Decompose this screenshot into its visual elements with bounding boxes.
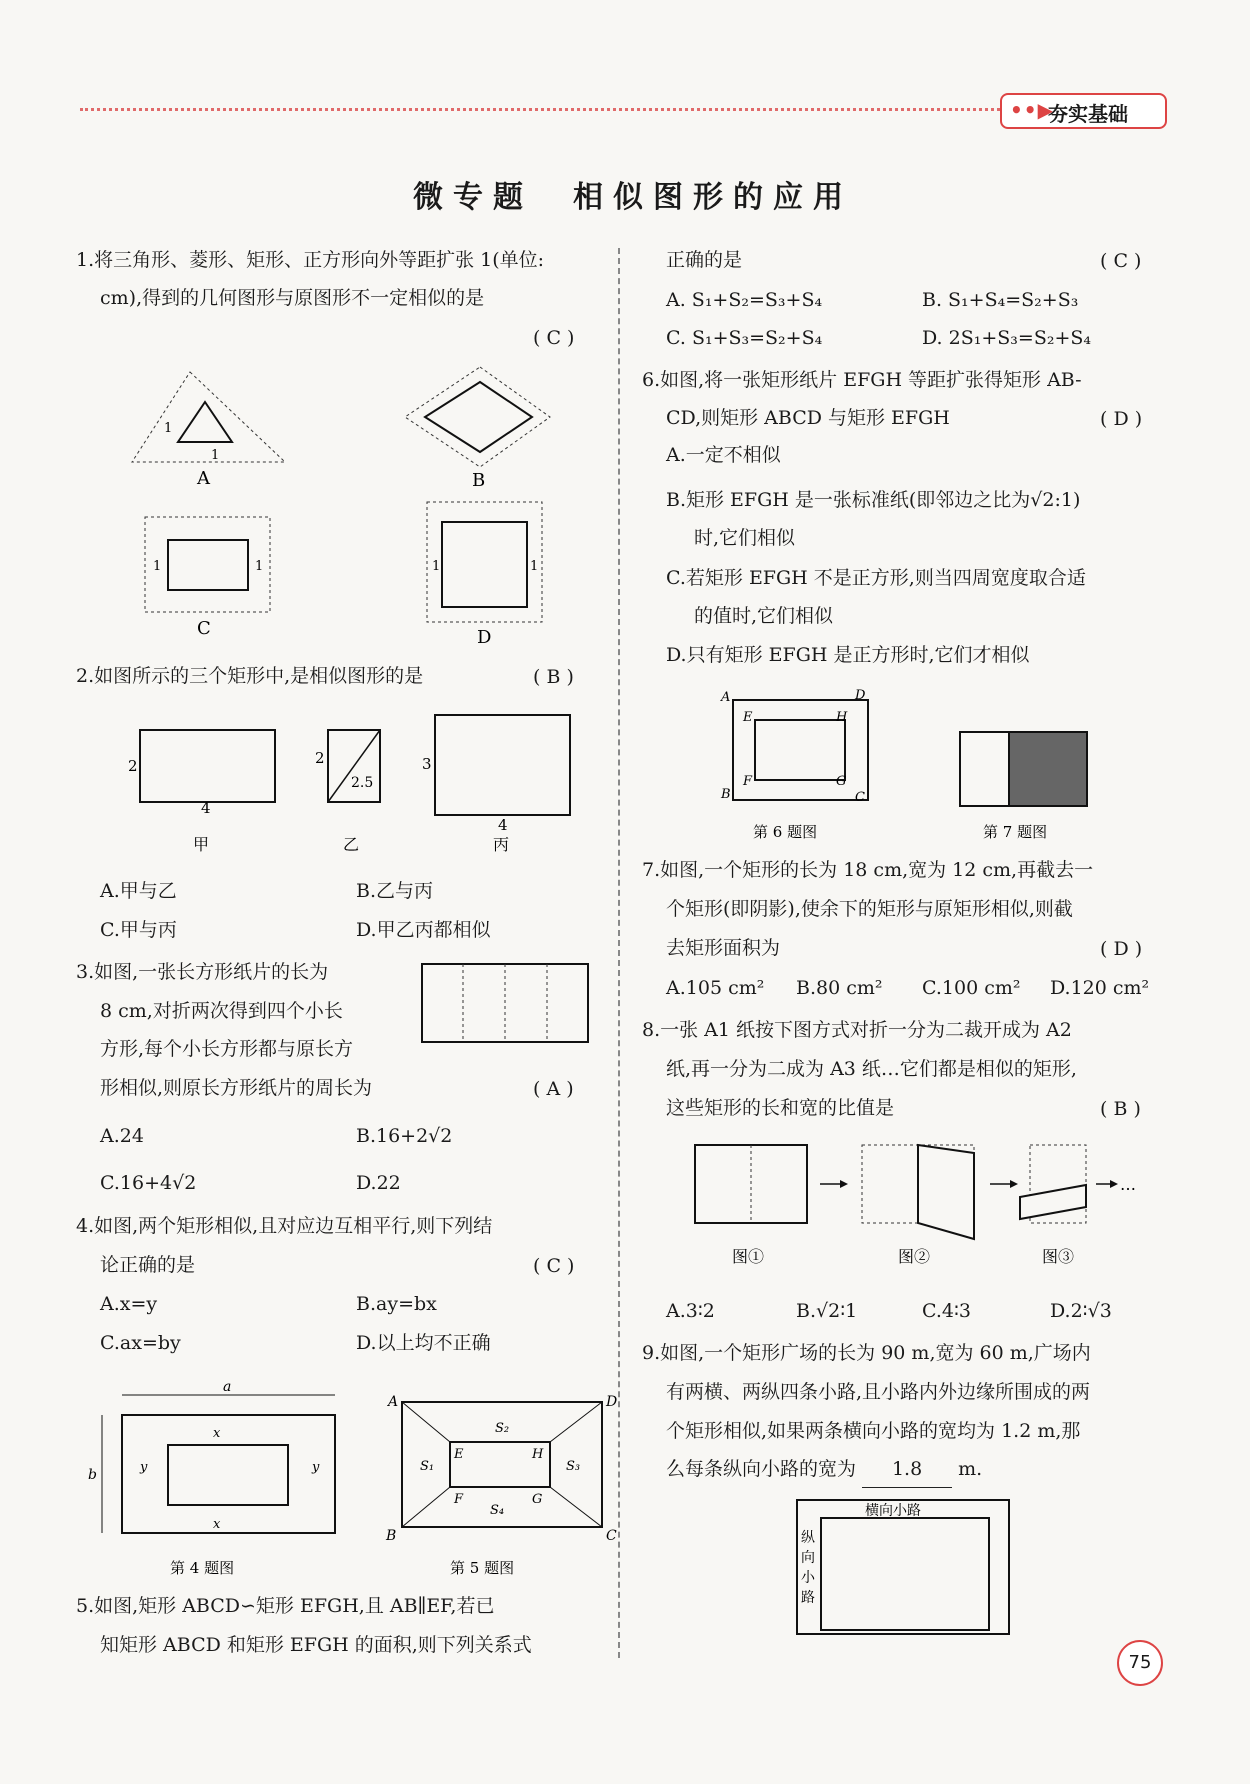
- q2-yi-h: 2: [315, 749, 325, 767]
- q5-pt-b: B: [386, 1528, 397, 1544]
- q8-arrow2-head: [1010, 1180, 1018, 1188]
- q6-opt-b2: 时,它们相似: [694, 527, 796, 549]
- q1-a-triangle: [178, 402, 232, 442]
- q9-vertical-1: 纵: [801, 1530, 815, 1546]
- q5-line3: 正确的是: [666, 249, 743, 271]
- header-dotted-rule: [80, 108, 1000, 111]
- q1-label-a: A: [197, 468, 210, 489]
- q6-line2: CD,则矩形 ABCD 与矩形 EFGH: [666, 407, 950, 429]
- q6-pt-c: C: [855, 790, 865, 805]
- q9-line4: [666, 1451, 982, 1488]
- q4-x-top: x: [213, 1426, 221, 1441]
- q2-name-jia: 甲: [193, 835, 210, 854]
- q3-line3: 方形,每个小长方形都与原长方: [100, 1038, 354, 1060]
- q1-d-one: 1: [432, 559, 441, 574]
- q7-opt-c: C.100 cm²: [922, 977, 1021, 999]
- q5-caption: 第 5 题图: [450, 1559, 515, 1577]
- arrow-icon: ••▶: [1010, 98, 1054, 122]
- q4-y-left: y: [140, 1460, 148, 1475]
- q9-figure: [795, 1498, 1015, 1638]
- q1-c-one2: 1: [255, 559, 264, 574]
- q5-line-dh: [550, 1402, 602, 1442]
- q3-line4: 形相似,则原长方形纸片的周长为: [100, 1077, 373, 1099]
- q9-outer-rect: [797, 1500, 1009, 1634]
- q5-line-bf: [402, 1487, 450, 1527]
- q5-pt-g: G: [532, 1492, 543, 1507]
- q1-c-outer: [145, 517, 270, 612]
- q2-opt-b: B.乙与丙: [356, 880, 434, 902]
- q5-pt-a: A: [388, 1394, 399, 1410]
- q9-line4-prefix: 么每条纵向小路的宽为: [666, 1458, 857, 1480]
- q5-opt-b: B. S₁+S₄=S₂+S₃: [922, 289, 1079, 311]
- q9-vertical-4: 路: [801, 1590, 815, 1606]
- q5-opt-c: C. S₁+S₃=S₂+S₄: [666, 327, 823, 349]
- q4-opt-d: D.以上均不正确: [356, 1332, 491, 1354]
- q8-arrow1-head: [840, 1180, 848, 1188]
- q4-x-bottom: x: [213, 1517, 221, 1532]
- q4-a-label: a: [223, 1379, 232, 1395]
- q1-answer: ( C ): [533, 327, 575, 349]
- q8-opt-a: A.3∶2: [666, 1300, 715, 1322]
- q6-opt-a: A.一定不相似: [666, 444, 781, 466]
- q3-answer: ( A ): [533, 1078, 574, 1100]
- q6-pt-b: B: [721, 787, 731, 802]
- q6-line1: 6.如图,将一张矩形纸片 EFGH 等距扩张得矩形 AB-: [642, 369, 1082, 391]
- q6-pt-e: E: [743, 710, 753, 725]
- q2-rect-bing: [435, 715, 570, 815]
- q4-line2: 论正确的是: [100, 1254, 196, 1276]
- q2-figure: [125, 705, 585, 855]
- q5-line1: 5.如图,矩形 ABCD∽矩形 EFGH,且 AB∥EF,若已: [76, 1595, 495, 1617]
- q7-shaded: [1009, 732, 1087, 806]
- q3-opt-c: C.16+4√2: [100, 1172, 197, 1194]
- q8-line2: 纸,再一分为二成为 A3 纸…它们都是相似的矩形,: [666, 1058, 1077, 1080]
- q2-bing-w: 4: [498, 816, 508, 834]
- q2-opt-c: C.甲与丙: [100, 919, 177, 941]
- q3-figure: [420, 960, 592, 1046]
- q5-s3: S₃: [566, 1459, 581, 1474]
- q4-inner-rect: [168, 1445, 288, 1505]
- q5-pt-d: D: [606, 1394, 618, 1410]
- q5-opt-a: A. S₁+S₂=S₃+S₄: [666, 289, 823, 311]
- q5-line-cg: [550, 1487, 602, 1527]
- q6-caption: 第 6 题图: [753, 823, 818, 841]
- q8-opt-d: D.2∶√3: [1050, 1300, 1112, 1322]
- q5-s2: S₂: [495, 1421, 510, 1436]
- q8-line1: 8.一张 A1 纸按下图方式对折一分为二裁开成为 A2: [642, 1019, 1072, 1041]
- q2-opt-d: D.甲乙丙都相似: [356, 919, 491, 941]
- section-badge: [1000, 93, 1167, 129]
- q6-pt-g: G: [836, 774, 847, 789]
- q2-name-bing: 丙: [493, 835, 510, 854]
- q5-pt-c: C: [606, 1528, 617, 1544]
- q4-line1: 4.如图,两个矩形相似,且对应边互相平行,则下列结: [76, 1215, 493, 1237]
- q4-opt-c: C.ax=by: [100, 1332, 181, 1354]
- q8-answer: ( B ): [1100, 1098, 1141, 1120]
- q1-label-c: C: [197, 618, 211, 639]
- q5-pt-f: F: [454, 1492, 464, 1507]
- q5-opt-d: D. 2S₁+S₃=S₂+S₄: [922, 327, 1092, 349]
- q3-opt-b: B.16+2√2: [356, 1125, 453, 1147]
- q5-answer: ( C ): [1100, 250, 1142, 272]
- q2-jia-h: 2: [128, 757, 138, 775]
- q1-d-one2: 1: [530, 559, 539, 574]
- q4-caption: 第 4 题图: [170, 1559, 235, 1577]
- q1-line1: 1.将三角形、菱形、矩形、正方形向外等距扩张 1(单位:: [76, 249, 545, 271]
- q3-line2: 8 cm,对折两次得到四个小长: [100, 1000, 343, 1022]
- q2-text: 2.如图所示的三个矩形中,是相似图形的是: [76, 665, 424, 687]
- q5-s4: S₄: [490, 1503, 505, 1518]
- q1-label-b: B: [472, 470, 486, 491]
- q2-yi-d: 2.5: [351, 775, 374, 791]
- q3-opt-a: A.24: [100, 1125, 144, 1147]
- q6-q7-figures: [715, 685, 1095, 845]
- q1-d-outer: [427, 502, 542, 622]
- q4-opt-a: A.x=y: [100, 1293, 158, 1315]
- q7-opt-b: B.80 cm²: [796, 977, 883, 999]
- q5-s1: S₁: [420, 1459, 435, 1474]
- q3-line1: 3.如图,一张长方形纸片的长为: [76, 961, 329, 983]
- q1-line2: cm),得到的几何图形与原图形不一定相似的是: [100, 287, 485, 309]
- q8-line3: 这些矩形的长和宽的比值是: [666, 1097, 895, 1119]
- page-number: 75: [1117, 1640, 1163, 1686]
- q8-ellipsis: …: [1120, 1175, 1136, 1194]
- q1-c-one: 1: [153, 559, 162, 574]
- q4-y-right: y: [312, 1460, 320, 1475]
- q6-opt-b1: B.矩形 EFGH 是一张标准纸(即邻边之比为√2:1): [666, 489, 1081, 511]
- q2-yi-diagonal: [328, 730, 380, 802]
- q1-a-outer: [132, 372, 285, 462]
- q4-outer-rect: [122, 1415, 335, 1533]
- q5-pt-h: H: [532, 1447, 544, 1462]
- q5-line2: 知矩形 ABCD 和矩形 EFGH 的面积,则下列关系式: [100, 1634, 532, 1656]
- q4-b-label: b: [88, 1467, 97, 1483]
- q7-opt-d: D.120 cm²: [1050, 977, 1150, 999]
- q3-opt-d: D.22: [356, 1172, 401, 1194]
- q2-jia-w: 4: [201, 799, 211, 817]
- q6-answer: ( D ): [1100, 408, 1143, 430]
- q7-line1: 7.如图,一个矩形的长为 18 cm,宽为 12 cm,再截去一: [642, 859, 1094, 881]
- q9-horizontal-path: 横向小路: [865, 1503, 921, 1519]
- q9-line4-suffix: m.: [958, 1458, 983, 1480]
- q6-pt-h: H: [836, 710, 848, 725]
- q5-pt-e: E: [454, 1447, 464, 1462]
- q8-arrow3-head: [1110, 1180, 1118, 1188]
- q9-vertical-2: 向: [801, 1550, 815, 1566]
- q9-line2: 有两横、两纵四条小路,且小路内外边缘所围成的两: [666, 1381, 1091, 1403]
- q1-label-d: D: [477, 627, 492, 648]
- q6-pt-f: F: [743, 774, 753, 789]
- q8-figure: [690, 1135, 1140, 1265]
- q8-opt-c: C.4∶3: [922, 1300, 972, 1322]
- q1-a-one: 1: [164, 421, 173, 436]
- q2-bing-h: 3: [422, 755, 432, 773]
- q7-answer: ( D ): [1100, 938, 1143, 960]
- q6-opt-c1: C.若矩形 EFGH 不是正方形,则当四周宽度取合适: [666, 567, 1086, 589]
- q6-pt-d: D: [855, 688, 866, 703]
- q2-name-yi: 乙: [343, 835, 360, 854]
- q1-c-rect: [168, 540, 248, 590]
- q6-opt-c2: 的值时,它们相似: [694, 605, 834, 627]
- q6-opt-d: D.只有矩形 EFGH 是正方形时,它们才相似: [666, 644, 1030, 666]
- q9-inner-rect: [821, 1518, 989, 1630]
- q8-opt-b: B.√2∶1: [796, 1300, 858, 1322]
- q1-d-square: [442, 522, 527, 607]
- q4-figure: [80, 1375, 350, 1585]
- q6-rect-efgh: [755, 720, 845, 780]
- q2-rect-jia: [140, 730, 275, 802]
- q5-line-ae: [402, 1402, 450, 1442]
- page-title: 微专题 相似图形的应用: [413, 180, 853, 215]
- q7-line2: 个矩形(即阴影),使余下的矩形与原矩形相似,则截: [666, 898, 1073, 920]
- q5-figure: [380, 1390, 620, 1585]
- q1-figures: [130, 362, 570, 652]
- q2-opt-a: A.甲与乙: [100, 880, 177, 902]
- q9-line3: 个矩形相似,如果两条横向小路的宽均为 1.2 m,那: [666, 1420, 1081, 1442]
- q7-line3: 去矩形面积为: [666, 937, 781, 959]
- q4-opt-b: B.ay=bx: [356, 1293, 437, 1315]
- q8-fig3-label: 图③: [1042, 1247, 1075, 1265]
- q6-rect-abcd: [733, 700, 868, 800]
- q8-fig1-label: 图①: [732, 1247, 765, 1265]
- q4-answer: ( C ): [533, 1255, 575, 1277]
- q8-fig2-flap: [918, 1145, 974, 1239]
- q2-answer: ( B ): [533, 666, 574, 688]
- q9-line1: 9.如图,一个矩形广场的长为 90 m,宽为 60 m,广场内: [642, 1342, 1091, 1364]
- q7-caption: 第 7 题图: [983, 823, 1048, 841]
- q9-vertical-3: 小: [801, 1570, 815, 1586]
- section-badge-label: 夯实基础: [1048, 102, 1128, 126]
- q6-pt-a: A: [721, 690, 731, 705]
- q9-answer-blank: 1.8: [862, 1451, 952, 1488]
- q8-fig2-label: 图②: [898, 1247, 931, 1265]
- q1-a-one2: 1: [211, 448, 220, 463]
- q7-opt-a: A.105 cm²: [666, 977, 765, 999]
